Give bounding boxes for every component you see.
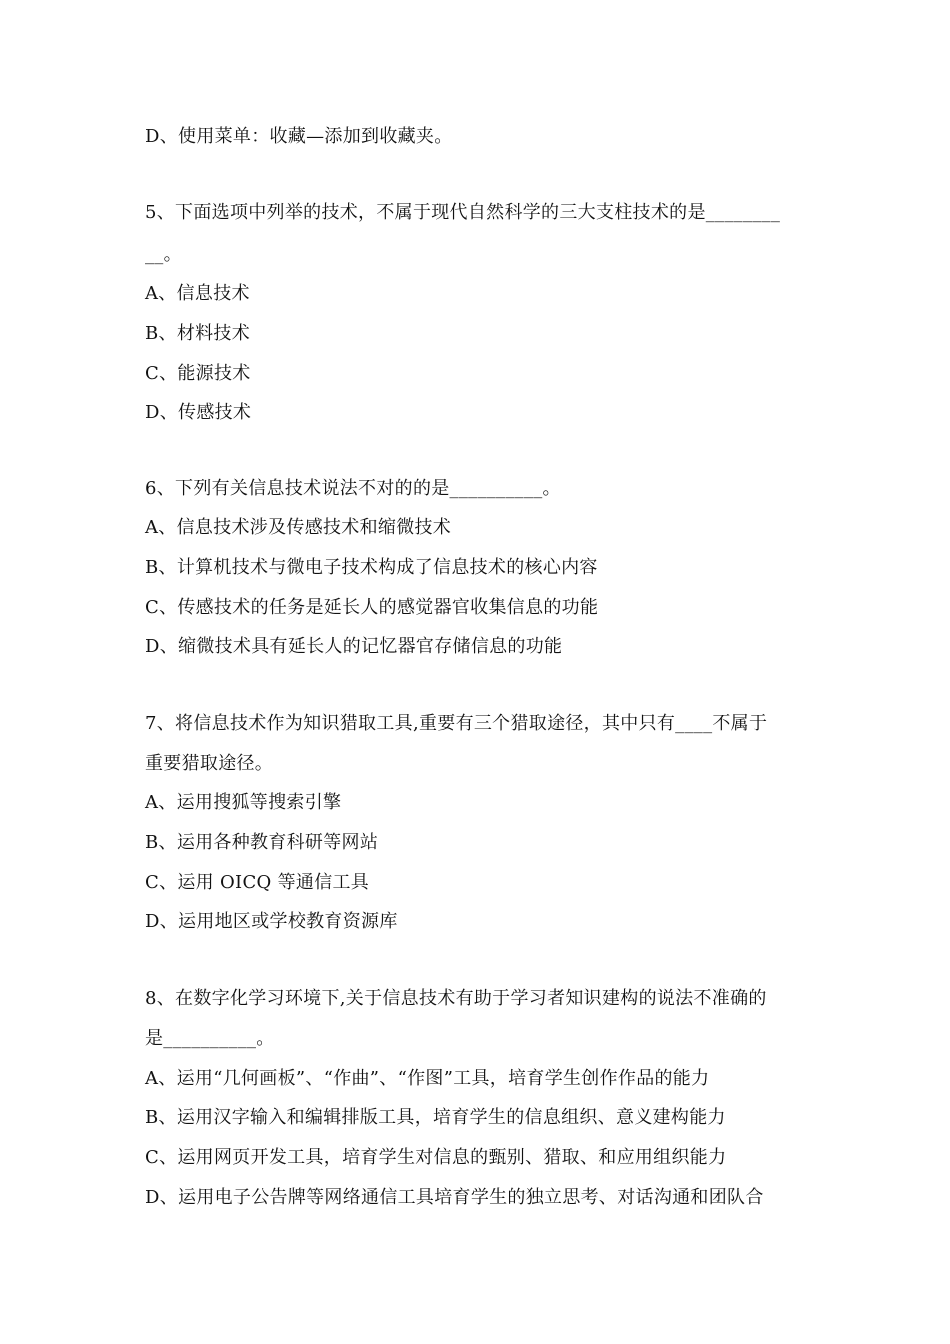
q5-option-c: C、能源技术: [145, 363, 251, 384]
q5-question: 5、下面选项中列举的技术，不属于现代自然科学的三大支柱技术的是________: [145, 202, 781, 223]
q5-option-d: D、传感技术: [145, 402, 252, 423]
q7-option-b: B、运用各种教育科研等网站: [145, 832, 379, 853]
q6-option-b: B、计算机技术与微电子技术构成了信息技术的核心内容: [145, 557, 598, 578]
q5-option-a: A、信息技术: [145, 283, 250, 304]
q7-option-c: C、运用 OICQ 等通信工具: [145, 872, 370, 893]
q5-option-b: B、材料技术: [145, 323, 251, 344]
q6-question: 6、下列有关信息技术说法不对的的是__________。: [145, 478, 561, 499]
q7-option-a: A、运用搜狐等搜索引擎: [145, 792, 342, 813]
q8-question-cont: 是__________。: [145, 1028, 275, 1049]
q6-option-a: A、信息技术涉及传感技术和缩微技术: [145, 517, 452, 538]
q4-option-d: D、使用菜单：收藏—添加到收藏夹。: [145, 126, 453, 147]
q8-option-c: C、运用网页开发工具，培育学生对信息的甄别、猎取、和应用组织能力: [145, 1147, 727, 1168]
q6-option-d: D、缩微技术具有延长人的记忆器官存储信息的功能: [145, 636, 563, 657]
q8-option-a: A、运用“几何画板”、“作曲”、“作图”工具，培育学生创作作品的能力: [145, 1068, 710, 1089]
q6-option-c: C、传感技术的任务是延长人的感觉器官收集信息的功能: [145, 597, 599, 618]
q7-option-d: D、运用地区或学校教育资源库: [145, 911, 398, 932]
q8-option-d: D、运用电子公告牌等网络通信工具培育学生的独立思考、对话沟通和团队合: [145, 1187, 764, 1208]
q7-question-cont: 重要猎取途径。: [145, 753, 274, 774]
q8-option-b: B、运用汉字输入和编辑排版工具，培育学生的信息组织、意义建构能力: [145, 1107, 726, 1128]
q5-question-cont: __。: [145, 244, 182, 265]
q7-question: 7、将信息技术作为知识猎取工具,重要有三个猎取途径，其中只有____不属于: [145, 713, 768, 734]
q8-question: 8、在数字化学习环境下,关于信息技术有助于学习者知识建构的说法不准确的: [145, 988, 767, 1009]
